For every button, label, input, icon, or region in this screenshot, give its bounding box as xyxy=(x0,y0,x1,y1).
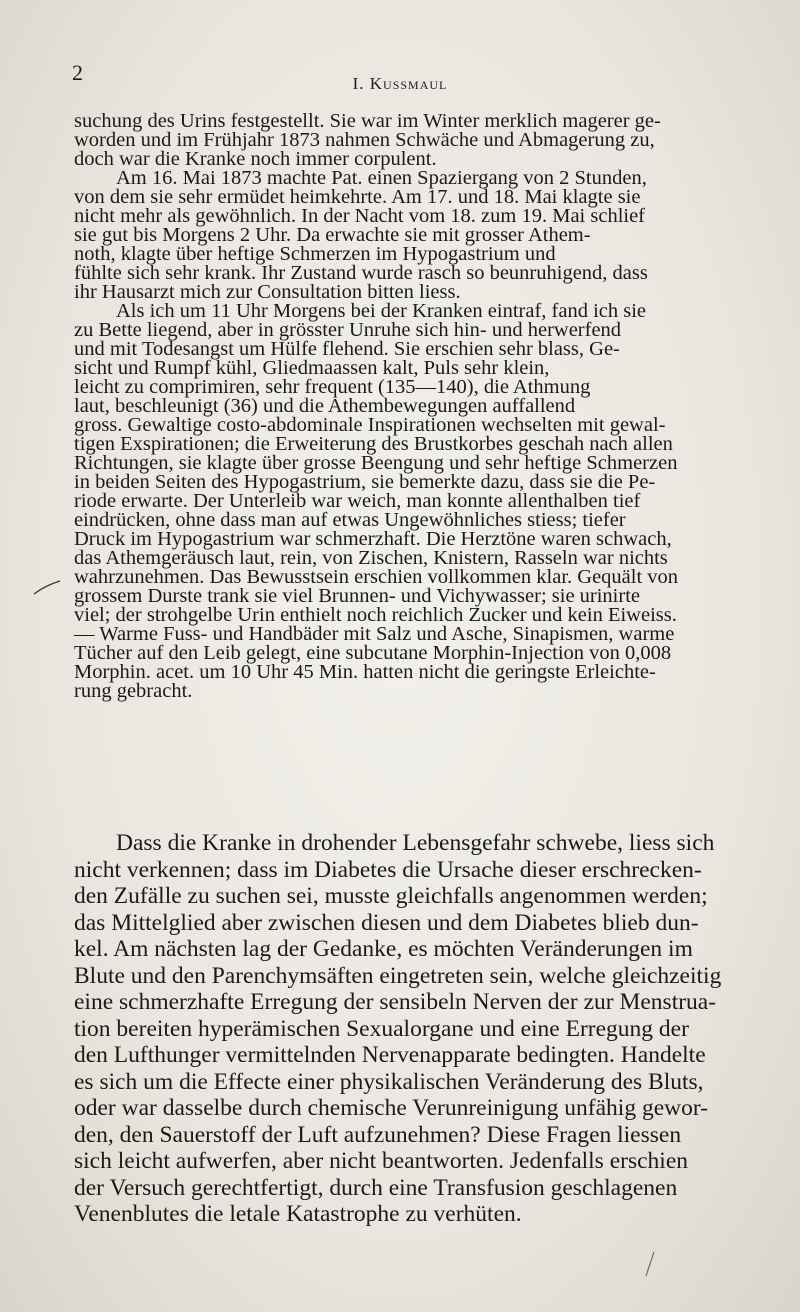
text-line: oder war dasselbe durch chemische Verunreinigung unfähig gewor- xyxy=(74,1095,709,1121)
text-line: suchung des Urins festgestellt. Sie war im Winter merklich magerer ge- xyxy=(74,110,661,132)
text-line: sicht und Rumpf kühl, Gliedmaassen kalt, Puls sehr klein, xyxy=(74,357,550,379)
text-line: rung gebracht. xyxy=(74,680,193,702)
text-line: nicht verkennen; dass im Diabetes die Ursache dieser erschrecken- xyxy=(74,856,702,883)
text-line: Dass die Kranke in drohender Lebensgefahr schwebe, liess sich xyxy=(116,830,715,856)
text-line: der Versuch gerechtfertigt, durch eine Transfusion geschlagenen xyxy=(74,1174,678,1201)
text-line: Als ich um 11 Uhr Morgens bei der Kranken eintraf, fand ich sie xyxy=(116,300,647,322)
text-line: riode erwarte. Der Unterleib war weich, man konnte allenthalben tief xyxy=(74,490,641,512)
text-line: tigen Exspirationen; die Erweiterung des Brustkorbes geschah nach allen xyxy=(74,433,673,455)
text-line: ihr Hausarzt mich zur Consultation bitten liess. xyxy=(74,281,461,303)
text-line: das Athemgeräusch laut, rein, von Zischen, Knistern, Rasseln war nichts xyxy=(74,547,668,569)
text-line: den Lufthunger vermittelnden Nervenapparate bedingten. Handelte xyxy=(74,1042,706,1068)
text-line: eine schmerzhafte Erregung der sensibeln Nerven der zur Menstrua- xyxy=(74,989,717,1015)
text-line: in beiden Seiten des Hypogastrium, sie bemerkte dazu, dass sie die Pe- xyxy=(74,471,656,493)
text-line: Druck im Hypogastrium war schmerzhaft. Die Herztöne waren schwach, xyxy=(74,528,672,550)
text-line: den, den Sauerstoff der Luft aufzunehmen? Diese Fragen liessen xyxy=(74,1121,682,1148)
text-line: Morphin. acet. um 10 Uhr 45 Min. hatten nicht die geringste Erleichte- xyxy=(74,661,656,683)
text-line: noth, klagte über heftige Schmerzen im Hypogastrium und xyxy=(74,243,556,265)
text-line: grossem Durste trank sie viel Brunnen- und Vichywasser; sie urinirte xyxy=(74,585,641,607)
margin-pencil-mark xyxy=(32,578,62,598)
text-line: Venenblutes die letale Katastrophe zu verhüten. xyxy=(74,1201,522,1227)
text-line: von dem sie sehr ermüdet heimkehrte. Am 17. und 18. Mai klagte sie xyxy=(74,186,641,208)
text-line: Tücher auf den Leib gelegt, eine subcutane Morphin-Injection von 0,008 xyxy=(74,642,672,664)
text-line: leicht zu comprimiren, sehr frequent (135—140), die Athmung xyxy=(74,376,591,398)
text-line: tion bereiten hyperämischen Sexualorgane und eine Erregung der xyxy=(74,1015,689,1042)
page-number: 2 xyxy=(72,60,83,85)
text-line: das Mittelglied aber zwischen diesen und dem Diabetes blieb dun- xyxy=(74,909,699,936)
text-line: — Warme Fuss- und Handbäder mit Salz und Asche, Sinapismen, warme xyxy=(74,623,675,645)
stray-pencil-mark xyxy=(640,1250,660,1280)
text-line: worden und im Frühjahr 1873 nahmen Schwäche und Abmagerung zu, xyxy=(74,129,655,151)
text-line: nicht mehr als gewöhnlich. In der Nacht vom 18. zum 19. Mai schlief xyxy=(74,205,646,227)
text-line: Blute und den Parenchymsäften eingetreten sein, welche gleichzeitig xyxy=(74,962,722,989)
text-line: wahrzunehmen. Das Bewusstsein erschien vollkommen klar. Gequält von xyxy=(74,566,679,588)
running-head: I. Kussmaul xyxy=(352,74,448,93)
text-line: eindrücken, ohne dass man auf etwas Ungewöhnliches stiess; tiefer xyxy=(74,509,626,531)
discussion-paragraph xyxy=(74,830,754,1228)
text-line: viel; der strohgelbe Urin enthielt noch reichlich Zucker und kein Eiweiss. xyxy=(74,604,677,626)
text-line: zu Bette liegend, aber in grösster Unruhe sich hin- und herwerfend xyxy=(74,319,622,341)
case-report-paragraphs xyxy=(74,112,754,701)
text-line: fühlte sich sehr krank. Ihr Zustand wurde rasch so beunruhigend, dass xyxy=(74,262,648,284)
text-line: und mit Todesangst um Hülfe flehend. Sie erschien sehr blass, Ge- xyxy=(74,338,620,360)
text-line: den Zufälle zu suchen sei, musste gleichfalls angenommen werden; xyxy=(74,883,708,909)
text-line: Richtungen, sie klagte über grosse Beengung und sehr heftige Schmerzen xyxy=(74,452,678,474)
text-line: es sich um die Effecte einer physikalischen Veränderung des Bluts, xyxy=(74,1068,704,1095)
text-line: sich leicht aufwerfen, aber nicht beantworten. Jedenfalls erschien xyxy=(74,1148,688,1174)
text-line: sie gut bis Morgens 2 Uhr. Da erwachte sie mit grosser Athem- xyxy=(74,224,591,246)
text-line: doch war die Kranke noch immer corpulent. xyxy=(74,148,437,170)
text-line: kel. Am nächsten lag der Gedanke, es möchten Veränderungen im xyxy=(74,936,693,962)
text-line: gross. Gewaltige costo-abdominale Inspirationen wechselten mit gewal- xyxy=(74,414,666,436)
text-line: laut, beschleunigt (36) und die Athembewegungen auffallend xyxy=(74,395,576,417)
text-line: Am 16. Mai 1873 machte Pat. einen Spaziergang von 2 Stunden, xyxy=(116,167,647,189)
